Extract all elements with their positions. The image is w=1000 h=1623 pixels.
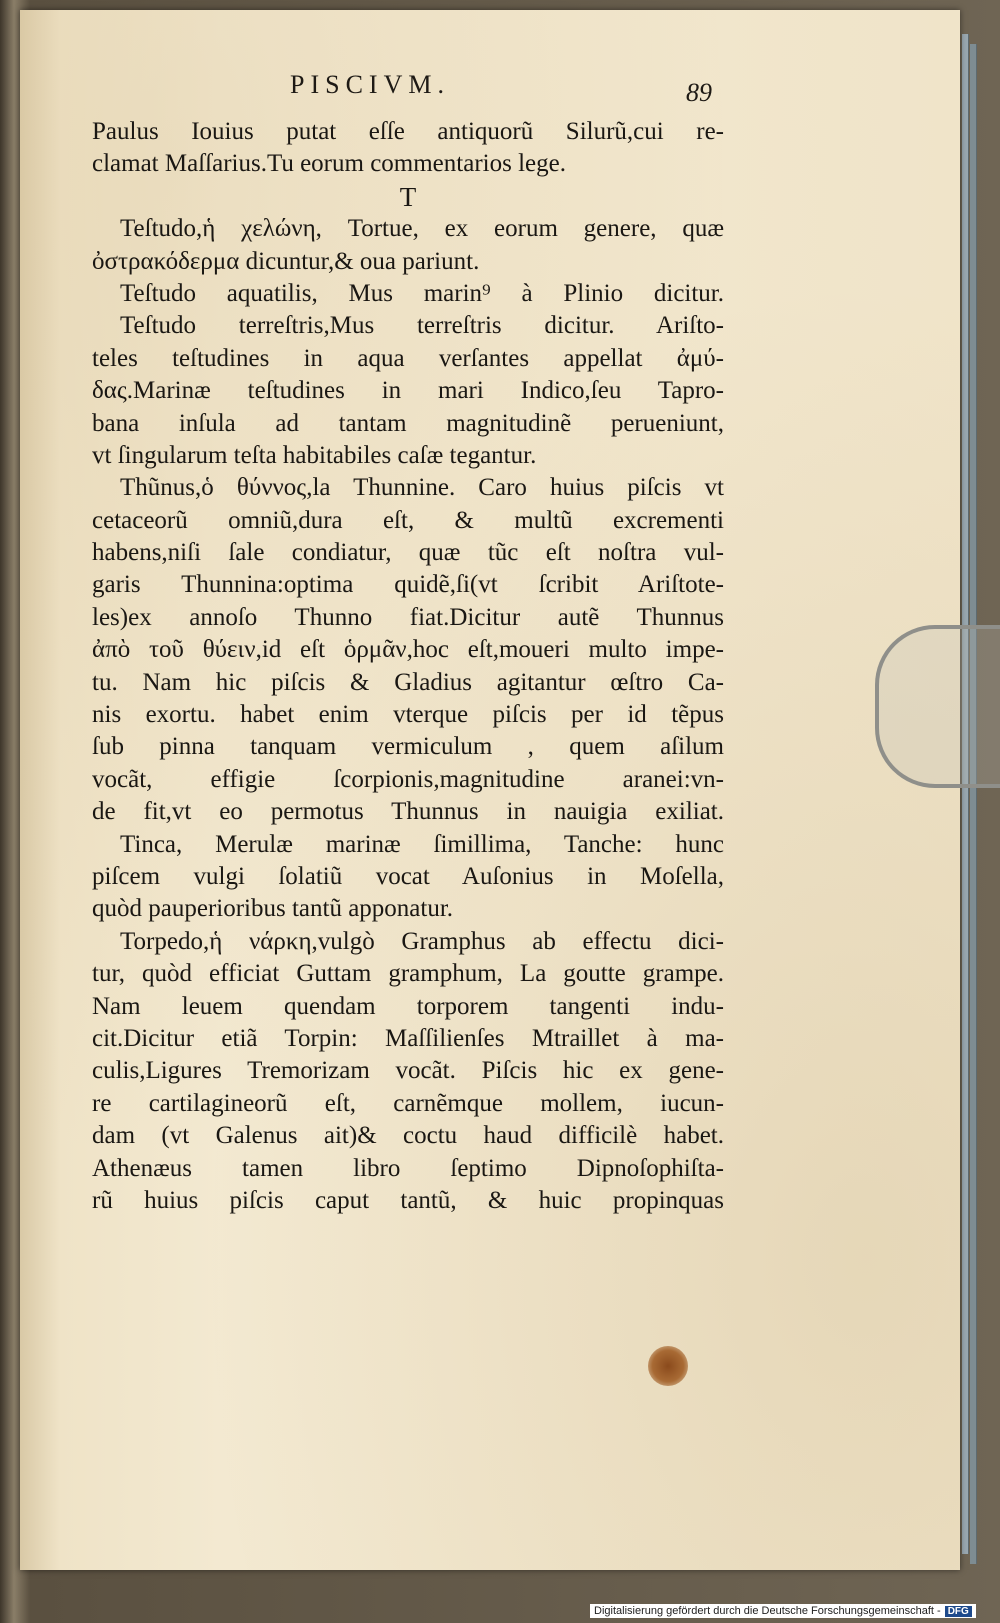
text-line: cetaceorũ omniũ,dura eſt, & multũ excrementi	[92, 506, 724, 534]
text-line: piſcem vulgi ſolatiũ vocat Auſonius in Moſella,	[92, 862, 724, 890]
text-line: δας.Marinæ teſtudines in mari Indico,ſeu Tapro-	[92, 377, 724, 405]
text-line: cit.Dicitur etiã Torpin: Maſſilienſes Mtraillet à ma-	[92, 1024, 724, 1052]
body-text	[92, 116, 724, 1217]
text-line: nis exortu. habet enim vterque piſcis per id tẽpus	[92, 701, 724, 729]
text-line: tu. Nam hic piſcis & Gladius agitantur œſtro Ca-	[92, 668, 724, 696]
text-line: Nam leuem quendam torporem tangenti indu-	[92, 992, 724, 1020]
text-line: teles teſtudines in aqua verſantes appellat ἀμύ-	[92, 344, 724, 372]
text-line: Thũnus,ὁ θύννος,la Thunnine. Caro huius piſcis vt	[120, 474, 724, 502]
page-number: 89	[686, 78, 712, 107]
text-line: tur, quòd efficiat Guttam gramphum, La goutte grampe.	[92, 960, 724, 988]
text-line: quòd pauperioribus tantũ apponatur.	[92, 895, 454, 923]
text-line: Athenæus tamen libro ſeptimo Dipnoſophiſta-	[92, 1154, 724, 1182]
text-line: ὀστρακόδερμα dicuntur,& oua pariunt.	[92, 247, 480, 275]
text-line: rũ huius piſcis caput tantũ, & huic propinquas	[92, 1186, 724, 1214]
text-line: ſub pinna tanquam vermiculum , quem aſilum	[92, 733, 724, 761]
text-line: re cartilagineorũ eſt, carnẽmque mollem, iucun-	[92, 1089, 724, 1117]
text-line: Teſtudo aquatilis, Mus marin⁹ à Plinio dicitur.	[120, 279, 724, 307]
stain-spot	[648, 1346, 688, 1386]
text-line: vt ſingularum teſta habitabiles caſæ tegantur.	[92, 441, 537, 469]
text-line: garis Thunnina:optima quidẽ,ſi(vt ſcribit Ariſtote-	[92, 571, 724, 599]
text-line: Torpedo,ἡ νάρκη,vulgò Gramphus ab effectu dici-	[120, 927, 724, 955]
page-edge-stack	[970, 44, 977, 1564]
text-line: clamat Maſſarius.Tu eorum commentarios lege.	[92, 150, 566, 178]
text-line: ἀπὸ τοῦ θύειν,id eſt ὁρμᾶν,hoc eſt,moueri multo impe-	[92, 636, 724, 664]
dfg-logo: DFG	[945, 1606, 972, 1617]
text-line: dam (vt Galenus ait)& coctu haud difficilè habet.	[92, 1122, 724, 1150]
text-line: Paulus Iouius putat eſſe antiquorũ Silurũ,cui re-	[92, 118, 724, 145]
paper-clip	[875, 625, 1000, 788]
text-line: Tinca, Merulæ marinæ ſimillima, Tanche: hunc	[120, 830, 724, 858]
text-line: de fit,vt eo permotus Thunnus in nauigia exiliat.	[92, 798, 724, 826]
digitization-credit	[590, 1604, 976, 1618]
page-edge-stack	[962, 34, 969, 1554]
text-line: culis,Ligures Tremorizam vocãt. Piſcis hic ex gene-	[92, 1057, 724, 1085]
running-head: PISCIVM.	[290, 70, 450, 99]
section-letter: T	[399, 181, 417, 212]
text-line: les)ex annoſo Thunno fiat.Dicitur autẽ Thunnus	[92, 603, 724, 631]
text-line: bana inſula ad tantam magnitudinẽ perueniunt,	[92, 409, 724, 437]
credit-text: Digitalisierung gefördert durch die Deutsche Forschungsgemeinschaft -	[594, 1605, 941, 1617]
text-line: Teſtudo terreſtris,Mus terreſtris dicitur. Ariſto-	[120, 312, 724, 340]
text-line: Teſtudo,ἡ χελώνη, Tortue, ex eorum genere, quæ	[120, 215, 724, 243]
text-line: habens,niſi ſale condiatur, quæ tũc eſt noſtra vul-	[92, 539, 724, 567]
text-line: vocãt, effigie ſcorpionis,magnitudine aranei:vn-	[92, 765, 724, 793]
